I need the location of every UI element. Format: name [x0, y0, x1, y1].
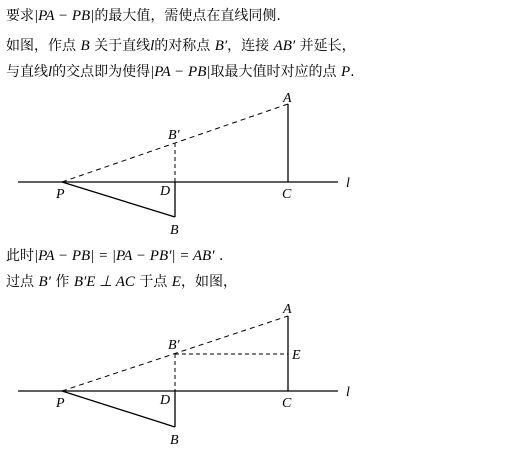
label-l: l [346, 176, 350, 191]
label-b: B [170, 223, 179, 238]
text-segment: 与直线 [6, 64, 48, 80]
text-segment: 此时 [6, 248, 34, 264]
label-l: l [346, 385, 350, 400]
text-line-3 [6, 62, 355, 82]
text-segment: 要求 [6, 8, 34, 24]
segment-p-b [62, 182, 175, 217]
math-symbol: P [340, 64, 351, 80]
math-symbol: B′ [38, 274, 51, 290]
geometry-figure-2 [0, 298, 519, 451]
label-d: D [160, 393, 171, 408]
label-d: D [160, 184, 171, 199]
text-segment: 如图，作点 [6, 38, 81, 54]
text-segment: 的最大值，需使点在直线同侧. [94, 8, 281, 24]
text-segment: ，如图， [180, 274, 237, 290]
label-b: B [170, 433, 179, 448]
math-symbol: B′ [214, 38, 228, 54]
label-b-prime: B′ [168, 338, 180, 353]
text-segment: . [350, 64, 355, 80]
label-p: P [56, 187, 65, 202]
label-c: C [282, 187, 292, 202]
text-segment: 于点 [134, 274, 172, 290]
label-e: E [292, 348, 301, 363]
text-segment: 过点 [6, 274, 39, 290]
math-expression: |PA − PB| = |PA − PB′| = AB′ [34, 248, 215, 264]
label-p: P [56, 396, 65, 411]
text-segment: 关于直线 [89, 38, 151, 54]
math-expression: B′E ⊥ AC [73, 274, 135, 290]
text-line-1 [6, 6, 281, 26]
text-segment: 的对称点 [154, 38, 215, 54]
text-line-2 [6, 36, 356, 56]
math-expression: |PA − PB| [34, 8, 95, 24]
text-line-4 [6, 246, 223, 266]
math-expression: |PA − PB| [150, 64, 211, 80]
geometry-figure-1 [0, 88, 519, 238]
math-symbol: B [80, 38, 90, 54]
segment-p-b [62, 391, 175, 427]
text-segment: 作 [50, 274, 74, 290]
text-segment: 的交点即为使得 [52, 64, 151, 80]
math-symbol: AB′ [273, 38, 296, 54]
label-c: C [282, 396, 292, 411]
text-segment: 取最大值时对应的点 [210, 64, 341, 80]
text-segment: 并延长， [295, 38, 356, 54]
math-symbol: l [150, 38, 155, 54]
text-segment: . [214, 248, 224, 264]
math-symbol: l [48, 64, 53, 80]
text-segment: ，连接 [227, 38, 274, 54]
label-b-prime: B′ [168, 128, 180, 143]
text-line-5 [6, 272, 237, 292]
math-symbol: E [171, 274, 181, 290]
label-a: A [283, 302, 292, 317]
label-a: A [283, 91, 292, 106]
